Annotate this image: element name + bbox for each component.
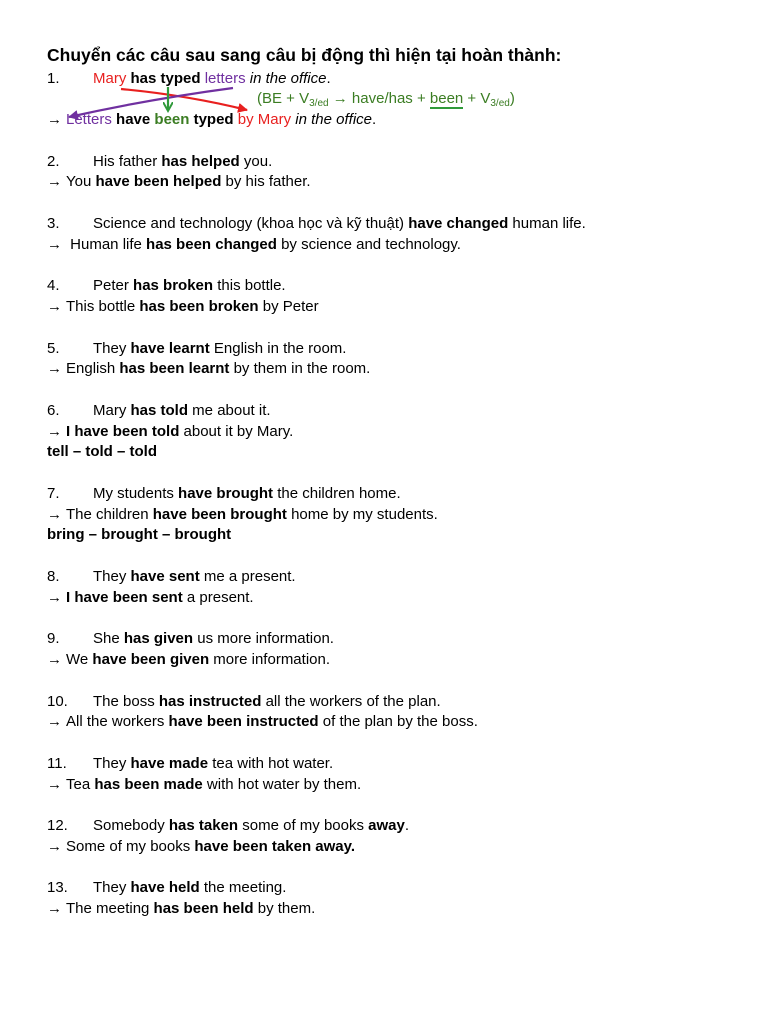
right-arrow-icon: →: [47, 505, 62, 523]
right-arrow-icon: →: [47, 713, 62, 731]
formula-text: been: [429, 90, 464, 108]
exercise-item: [47, 754, 727, 796]
exercise-item: [47, 484, 727, 546]
exercise-item: [47, 214, 727, 256]
active-sentence-text: Mary: [93, 401, 131, 419]
active-sentence-text: Science and technology (khoa học và kỹ thuật): [93, 214, 409, 232]
active-sentence-text: Mary: [93, 69, 127, 87]
active-sentence-text: human life.: [508, 214, 586, 232]
passive-sentence-text: by Mary: [237, 111, 292, 129]
active-sentence-text: .: [326, 69, 331, 87]
item-number: 11.: [47, 754, 67, 772]
passive-sentence-text: .: [372, 111, 377, 129]
passive-sentence-text: by Peter: [258, 298, 319, 316]
right-arrow-icon: →: [47, 588, 62, 606]
passive-sentence-text: English: [66, 360, 120, 378]
formula-text: (BE + V: [257, 90, 310, 108]
active-sentence-text: has given: [123, 630, 194, 648]
right-arrow-icon: →: [47, 173, 62, 191]
passive-sentence: [47, 899, 727, 920]
active-sentence-text: They: [93, 567, 131, 585]
active-sentence-text: tea with hot water.: [208, 754, 334, 772]
exercise-item: [47, 152, 727, 194]
right-arrow-icon: →: [47, 235, 62, 253]
active-sentence-text: has instructed: [158, 692, 262, 710]
active-sentence-text: us more information.: [193, 630, 334, 648]
exercise-item: [47, 567, 727, 609]
item-number: 1.: [47, 69, 60, 87]
passive-sentence-text: This bottle: [66, 298, 140, 316]
passive-sentence-text: typed: [193, 111, 234, 129]
passive-sentence-text: has been changed: [146, 235, 277, 253]
passive-sentence: [47, 297, 727, 318]
passive-sentence: [47, 235, 727, 256]
item-number: 12.: [47, 817, 68, 835]
passive-sentence-text: I have been told: [66, 422, 180, 440]
passive-sentence-text: by them.: [253, 900, 316, 918]
active-sentence: [47, 339, 727, 360]
passive-sentence-text: has been held: [153, 900, 254, 918]
active-sentence-text: His father: [93, 152, 162, 170]
passive-sentence-text: have been taken away.: [194, 837, 356, 855]
item-number: 6.: [47, 401, 60, 419]
active-sentence-text: They: [93, 754, 131, 772]
formula-annotation: [47, 89, 727, 110]
active-sentence-text: some of my books: [238, 817, 369, 835]
active-sentence-text: has taken: [168, 817, 239, 835]
passive-sentence: [47, 588, 727, 609]
passive-sentence-text: Human life: [66, 235, 147, 253]
active-sentence-text: have made: [130, 754, 209, 772]
passive-sentence-text: of the plan by the boss.: [318, 713, 478, 731]
right-arrow-icon: →: [47, 111, 62, 129]
active-sentence: [47, 754, 727, 775]
item-number: 10.: [47, 692, 68, 710]
right-arrow-icon: →: [47, 298, 62, 316]
passive-sentence-text: with hot water by them.: [202, 775, 362, 793]
item-number: 3.: [47, 214, 60, 232]
item-number: 7.: [47, 484, 60, 502]
passive-sentence: [47, 422, 727, 443]
active-sentence: [47, 567, 727, 588]
exercise-item: [47, 629, 727, 671]
right-arrow-icon: →: [47, 837, 62, 855]
active-sentence-text: They: [93, 879, 131, 897]
exercise-item: [47, 692, 727, 734]
exercise-item: [47, 69, 727, 131]
active-sentence-text: have learnt: [130, 339, 210, 357]
passive-sentence-text: Letters: [66, 111, 112, 129]
passive-sentence-text: All the workers: [66, 713, 169, 731]
active-sentence-text: has told: [130, 401, 189, 419]
active-sentence: [47, 692, 727, 713]
active-sentence-text: has typed: [130, 69, 201, 87]
formula-text: 3/ed: [490, 98, 510, 110]
exercise-item: [47, 878, 727, 920]
active-sentence-text: Peter: [93, 277, 134, 295]
passive-sentence-text: The children: [66, 505, 153, 523]
passive-sentence: [47, 775, 727, 796]
active-sentence-text: has broken: [133, 277, 214, 295]
passive-sentence-text: home by my students.: [286, 505, 438, 523]
right-arrow-icon: →: [47, 775, 62, 793]
active-sentence: [47, 401, 727, 422]
active-sentence-text: in the office: [249, 69, 327, 87]
active-sentence: [47, 816, 727, 837]
passive-sentence-text: has been broken: [139, 298, 259, 316]
passive-sentence-text: by science and technology.: [276, 235, 461, 253]
passive-sentence-text: have been given: [92, 651, 210, 669]
passive-sentence-text: Tea: [66, 775, 95, 793]
active-sentence-text: me a present.: [199, 567, 296, 585]
item-number: 13.: [47, 879, 68, 897]
active-sentence: [47, 878, 727, 899]
formula-text: ): [509, 90, 515, 108]
active-sentence-text: English in the room.: [209, 339, 347, 357]
item-number: 5.: [47, 339, 60, 357]
item-number: 9.: [47, 630, 60, 648]
active-sentence: [47, 214, 727, 235]
passive-sentence-text: Some of my books: [66, 837, 195, 855]
item-number: 4.: [47, 277, 60, 295]
passive-sentence-text: has been learnt: [119, 360, 230, 378]
active-sentence-text: The boss: [93, 692, 159, 710]
item-number: 2.: [47, 152, 60, 170]
passive-sentence-text: about it by Mary.: [179, 422, 294, 440]
active-sentence: [47, 276, 727, 297]
active-sentence-text: away: [368, 817, 405, 835]
passive-sentence-text: The meeting: [66, 900, 154, 918]
exercise-item: [47, 276, 727, 318]
passive-sentence-text: I have been sent: [66, 588, 183, 606]
formula-text: 3/ed: [309, 98, 329, 110]
passive-sentence: [47, 650, 727, 671]
active-sentence-text: .: [404, 817, 410, 835]
active-sentence-text: have sent: [130, 567, 200, 585]
passive-sentence-text: more information.: [209, 651, 331, 669]
active-sentence-text: have changed: [408, 214, 509, 232]
passive-sentence: [47, 110, 727, 131]
passive-sentence-text: have: [116, 111, 151, 129]
passive-sentence: [47, 712, 727, 733]
passive-sentence-text: by his father.: [221, 173, 311, 191]
page-title: Chuyển các câu sau sang câu bị động thì hiện tại hoàn thành:: [47, 45, 562, 65]
verb-forms-note: bring – brought – brought: [47, 526, 232, 544]
passive-sentence: [47, 359, 727, 380]
item-number: 8.: [47, 567, 60, 585]
active-sentence-text: She: [93, 630, 124, 648]
passive-sentence: [47, 505, 727, 526]
active-sentence: [47, 629, 727, 650]
right-arrow-icon: →: [47, 360, 62, 378]
active-sentence-text: you.: [239, 152, 273, 170]
formula-text: → have/has +: [328, 90, 430, 108]
active-sentence-text: Somebody: [93, 817, 169, 835]
passive-sentence-text: have been helped: [95, 173, 222, 191]
passive-sentence-text: in the office: [295, 111, 373, 129]
exercise-item: [47, 339, 727, 381]
active-sentence: [47, 152, 727, 173]
exercise-list: [47, 69, 727, 941]
active-sentence-text: has helped: [161, 152, 240, 170]
active-sentence-text: this bottle.: [213, 277, 286, 295]
right-arrow-icon: →: [47, 651, 62, 669]
passive-sentence: [47, 837, 727, 858]
passive-sentence-text: have been brought: [152, 505, 287, 523]
passive-sentence-text: has been made: [94, 775, 203, 793]
active-sentence: [47, 484, 727, 505]
exercise-item: [47, 816, 727, 858]
active-sentence-text: My students: [93, 484, 179, 502]
passive-sentence-text: have been instructed: [168, 713, 319, 731]
passive-sentence: [47, 172, 727, 193]
formula-text: + V: [463, 90, 491, 108]
passive-sentence-text: We: [66, 651, 93, 669]
active-sentence-text: all the workers of the plan.: [261, 692, 441, 710]
active-sentence-text: have brought: [178, 484, 274, 502]
verb-forms-note: tell – told – told: [47, 443, 158, 461]
right-arrow-icon: →: [47, 422, 62, 440]
active-sentence: [47, 69, 727, 90]
active-sentence-text: They: [93, 339, 131, 357]
active-sentence-text: letters: [204, 69, 246, 87]
passive-sentence-text: been: [154, 111, 190, 129]
passive-sentence-text: by them in the room.: [229, 360, 371, 378]
active-sentence-text: have held: [130, 879, 200, 897]
exercise-item: [47, 401, 727, 463]
active-sentence-text: the meeting.: [199, 879, 287, 897]
passive-sentence-text: You: [66, 173, 96, 191]
right-arrow-icon: →: [47, 900, 62, 918]
active-sentence-text: me about it.: [188, 401, 271, 419]
passive-sentence-text: a present.: [182, 588, 254, 606]
active-sentence-text: the children home.: [273, 484, 401, 502]
